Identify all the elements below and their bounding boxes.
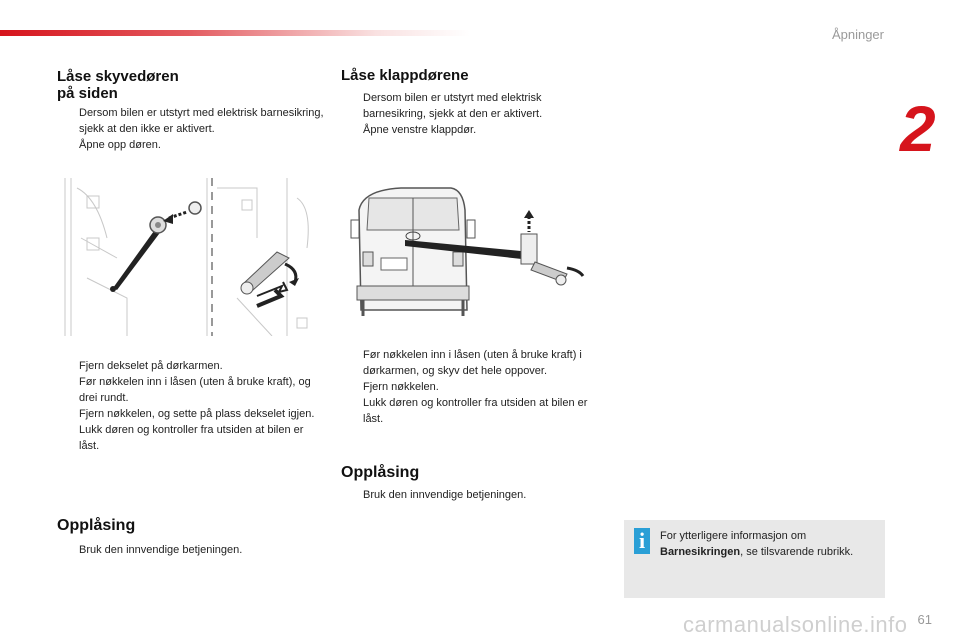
list-item-text: Dersom bilen er utstyrt med elektrisk barnesikring, sjekk at den ikke er aktivert. (79, 107, 324, 135)
section-label: Åpninger (831, 27, 884, 42)
list-item-text: Fjern nøkkelen. (363, 381, 439, 393)
left-unlock-list (57, 542, 327, 558)
list-item (341, 90, 606, 122)
list-item (341, 487, 606, 503)
list-item (57, 422, 325, 454)
middle-section-title: Låse klappdørene (341, 67, 469, 84)
left-unlock-title: Opplåsing (57, 517, 136, 534)
watermark: carmanualsonline.info (683, 612, 908, 637)
rear-doors-illustration (341, 180, 599, 320)
info-text (660, 528, 880, 560)
info-box (624, 520, 885, 598)
list-item (341, 122, 606, 138)
page-number: 61 (917, 612, 932, 627)
middle-intro-list (341, 90, 606, 138)
list-item (57, 137, 327, 153)
list-item-text: Åpne opp døren. (79, 139, 161, 151)
list-item (341, 379, 606, 395)
middle-steps-list (341, 347, 606, 427)
list-item (57, 105, 327, 137)
info-text-before: For ytterligere informasjon om (660, 530, 807, 542)
list-item-text: Fjern nøkkelen, og sette på plass dekselet igjen. (79, 408, 315, 420)
left-steps-list (57, 358, 325, 454)
list-item-text: Lukk døren og kontroller fra utsiden at bilen er låst. (363, 397, 588, 425)
list-item (57, 358, 325, 374)
left-title-line1: Låse skyvedøren (57, 68, 179, 85)
middle-unlock-list (341, 487, 606, 503)
info-text-after: , se tilsvarende rubrikk. (740, 546, 854, 558)
list-item (57, 542, 327, 558)
list-item-text: Før nøkkelen inn i låsen (uten å bruke kraft), og drei rundt. (79, 376, 311, 404)
list-item-text: Dersom bilen er utstyrt med elektrisk barnesikring, sjekk at den er aktivert. (363, 92, 543, 120)
left-section-title (57, 68, 179, 102)
sliding-door-illustration (57, 178, 315, 336)
info-icon: i (634, 528, 650, 554)
list-item-text: Åpne venstre klappdør. (363, 124, 477, 136)
list-item-text: Lukk døren og kontroller fra utsiden at bilen er låst. (79, 424, 304, 452)
list-item (57, 406, 325, 422)
list-item (341, 347, 606, 379)
list-item-text: Fjern dekselet på dørkarmen. (79, 360, 223, 372)
list-item (341, 395, 606, 427)
info-text-bold: Barnesikringen (660, 546, 741, 558)
list-item-text: Bruk den innvendige betjeningen. (363, 489, 527, 501)
list-item (57, 374, 325, 406)
left-intro-list (57, 105, 327, 153)
list-item-text: Før nøkkelen inn i låsen (uten å bruke kraft) i dørkarmen, og skyv det hele oppover. (363, 349, 582, 377)
header-accent-bar (0, 30, 470, 36)
list-item-text: Bruk den innvendige betjeningen. (79, 544, 243, 556)
middle-unlock-title: Opplåsing (341, 464, 420, 481)
chapter-number: 2 (900, 93, 936, 165)
left-title-line2: på siden (57, 85, 118, 102)
